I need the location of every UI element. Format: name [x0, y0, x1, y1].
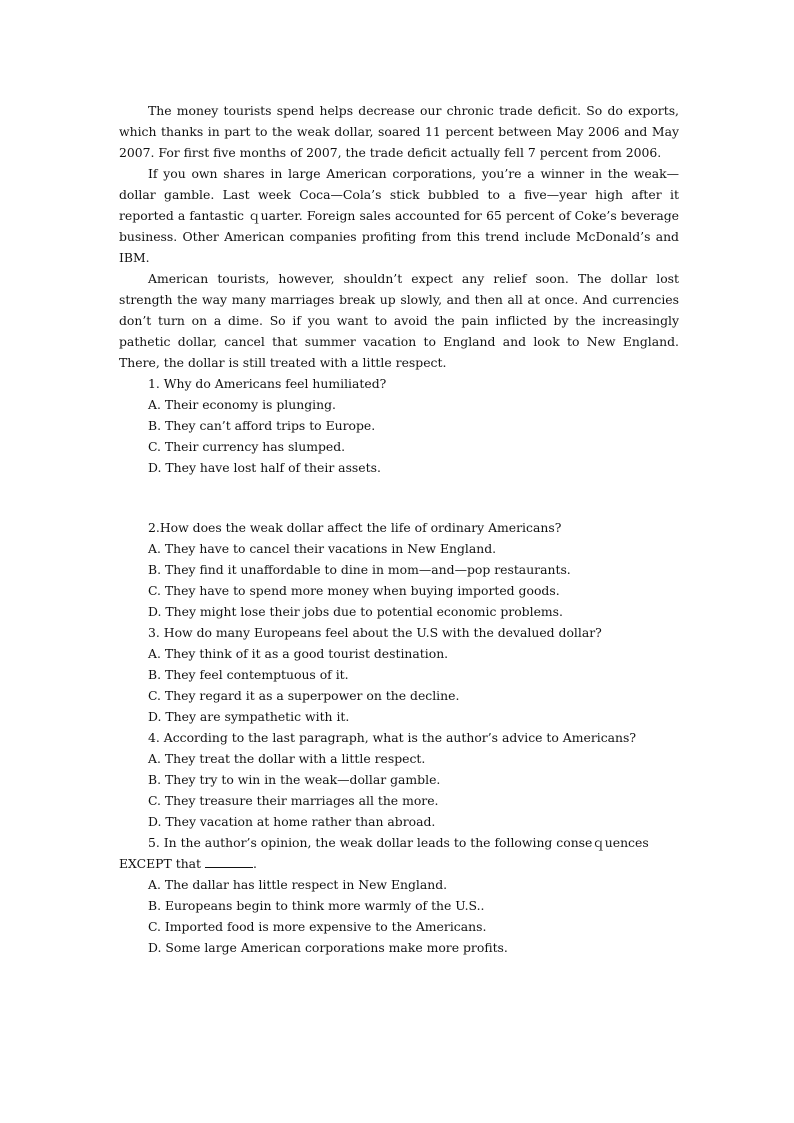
- option-a: A. Their economy is plunging.: [148, 397, 336, 412]
- option-a: A. They treat the dollar with a little respect.: [148, 751, 426, 766]
- question-stem: 4. According to the last paragraph, what is the author’s advice to Americans?: [148, 730, 637, 745]
- option-b: B. They feel contemptuous of it.: [148, 667, 349, 682]
- option-b: B. They try to win in the weak—dollar gamble.: [148, 772, 441, 787]
- question-3: [119, 622, 679, 727]
- option-a: A. The dallar has little respect in New England.: [148, 877, 448, 892]
- question-1: [119, 373, 679, 478]
- passage-paragraph-3: American tourists, however, shouldn’t expect any relief soon. The dollar lost strength the way many marriages break up slowly, and then all at once. And currencies don’t turn on a dime. So if you want to avoid the pain inflicted by the increasingly pathetic dollar, cancel that summer vacation to England and look to New England. There, the dollar is still treated with a little respect.: [119, 271, 679, 370]
- option-d: D. They have lost half of their assets.: [148, 460, 381, 475]
- option-d: D. They vacation at home rather than abroad.: [148, 814, 436, 829]
- question-4: [119, 727, 679, 832]
- option-d: D. They might lose their jobs due to potential economic problems.: [148, 604, 563, 619]
- option-b: B. Europeans begin to think more warmly of the U.S..: [148, 898, 485, 913]
- question-stem: [119, 832, 679, 874]
- option-a: A. They have to cancel their vacations in New England.: [148, 541, 497, 556]
- option-b: B. They find it unaffordable to dine in mom—and—pop restaurants.: [148, 562, 571, 577]
- option-c: C. They have to spend more money when buying imported goods.: [148, 583, 560, 598]
- question-stem: 1. Why do Americans feel humiliated?: [148, 376, 387, 391]
- question-stem: 3. How do many Europeans feel about the U.S with the devalued dollar?: [148, 625, 602, 640]
- option-d: D. They are sympathetic with it.: [148, 709, 350, 724]
- option-c: C. Imported food is more expensive to the Americans.: [148, 919, 487, 934]
- passage-paragraph-2: If you own shares in large American corporations, you’re a winner in the weak—dollar gamble. Last week Coca—Cola’s stick bubbled to a five—year high after it reported a fantastic ｑuarter. Foreign sales accounted for 65 percent of Coke’s beverage business. Other American companies profiting from this trend include McDonald’s and IBM.: [119, 166, 679, 265]
- option-c: C. They treasure their marriages all the more.: [148, 793, 439, 808]
- option-a: A. They think of it as a good tourist destination.: [148, 646, 449, 661]
- question-2: [119, 517, 679, 622]
- question-5: [119, 832, 679, 958]
- option-c: C. Their currency has slumped.: [148, 439, 346, 454]
- question-stem: 2.How does the weak dollar affect the life of ordinary Americans?: [148, 520, 562, 535]
- option-d: D. Some large American corporations make more profits.: [148, 940, 508, 955]
- document-page: [119, 100, 679, 958]
- question-stem-text: 5. In the author’s opinion, the weak dollar leads to the following conseｑuences EXCEPT that: [119, 835, 649, 871]
- answer-blank: [205, 855, 253, 868]
- spacer: [119, 478, 679, 517]
- option-b: B. They can’t afford trips to Europe.: [148, 418, 376, 433]
- passage-paragraph-1: The money tourists spend helps decrease our chronic trade deficit. So do exports, which thanks in part to the weak dollar, soared 11 percent between May 2006 and May 2007. For first five months of 2007, the trade deficit actually fell 7 percent from 2006.: [119, 103, 679, 160]
- option-c: C. They regard it as a superpower on the decline.: [148, 688, 460, 703]
- question-stem-end: .: [253, 856, 257, 871]
